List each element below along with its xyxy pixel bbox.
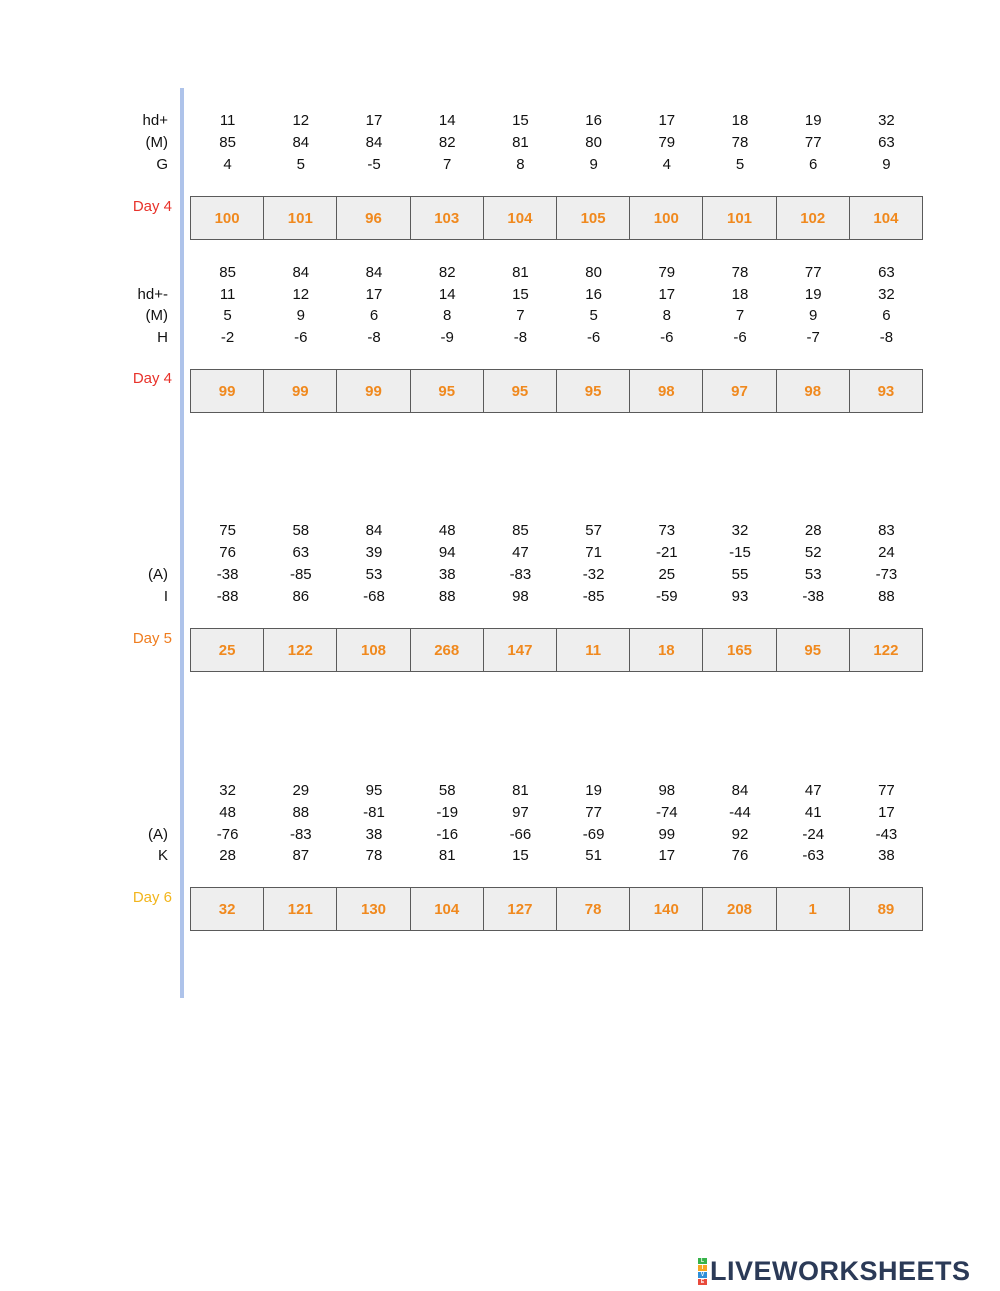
number-cell: 14 (438, 286, 456, 303)
number-cell: -21 (655, 544, 678, 561)
number-cell: 83 (878, 522, 895, 539)
number-cell: 99 (658, 826, 676, 843)
number-cell: 77 (804, 134, 822, 151)
number-cell: 63 (878, 134, 895, 151)
number-cell: 88 (438, 588, 456, 605)
number-cell: 28 (219, 847, 236, 864)
number-cell: 81 (512, 264, 529, 281)
answer-cell[interactable]: 121 (264, 888, 337, 930)
logo-block: E (698, 1279, 707, 1285)
number-cell: 47 (512, 544, 529, 561)
number-cell: -15 (729, 544, 751, 561)
answer-cell[interactable]: 95 (557, 370, 630, 412)
number-cell: -68 (363, 588, 385, 605)
number-cell: 84 (731, 782, 749, 799)
answer-cell[interactable]: 105 (557, 197, 630, 239)
row-label: (A) (148, 826, 168, 843)
number-cell: -9 (440, 329, 454, 346)
number-cell: 84 (365, 134, 383, 151)
number-cell: 76 (731, 847, 749, 864)
number-cell: 77 (804, 264, 822, 281)
number-cell: 79 (658, 134, 676, 151)
number-row (191, 262, 923, 284)
logo-text: LIVEWORKSHEETS (710, 1255, 971, 1286)
answer-cell[interactable]: 11 (557, 629, 630, 671)
number-cell: 82 (438, 134, 456, 151)
number-cell: 7 (735, 307, 745, 324)
number-cell: -85 (289, 566, 312, 583)
number-cell: 92 (731, 826, 749, 843)
answer-cell[interactable]: 97 (703, 370, 776, 412)
number-cell: -74 (655, 804, 678, 821)
number-cell: 6 (809, 156, 818, 173)
number-row (191, 780, 923, 802)
number-row (191, 802, 923, 824)
number-row (191, 132, 923, 154)
answer-cell[interactable]: 127 (484, 888, 557, 930)
number-cell: -81 (363, 804, 385, 821)
number-cell: 4 (223, 156, 232, 173)
answer-cell[interactable]: 89 (850, 888, 922, 930)
number-cell: 7 (443, 156, 452, 173)
number-cell: -8 (513, 329, 528, 346)
answer-cell[interactable]: 95 (411, 370, 484, 412)
number-row (191, 284, 923, 306)
number-row (191, 564, 923, 586)
number-cell: 85 (512, 522, 529, 539)
number-cell: 32 (878, 286, 895, 303)
number-cell: 17 (658, 847, 676, 864)
number-cell: 19 (804, 286, 822, 303)
number-cell: -83 (509, 566, 532, 583)
number-cell: 98 (512, 588, 529, 605)
number-cell: 86 (292, 588, 310, 605)
number-cell: 58 (438, 782, 456, 799)
number-cell: 17 (365, 112, 383, 129)
number-cell: 78 (731, 264, 749, 281)
number-cell: 19 (585, 782, 602, 799)
number-cell: -6 (733, 329, 747, 346)
day-label: Day 4 (132, 198, 172, 215)
answer-cell[interactable]: 122 (850, 629, 922, 671)
answer-cell[interactable]: 98 (630, 370, 703, 412)
row-label: (M) (145, 307, 168, 324)
number-cell: 41 (804, 804, 822, 821)
number-cell: -73 (875, 566, 898, 583)
answer-cell[interactable]: 104 (484, 197, 557, 239)
number-cell: 48 (219, 804, 236, 821)
margin-line (180, 88, 184, 998)
answer-cell[interactable]: 32 (191, 888, 264, 930)
answer-row (190, 887, 923, 931)
number-row (191, 824, 923, 846)
answer-cell[interactable]: 101 (264, 197, 337, 239)
number-row (191, 154, 923, 176)
number-cell: 47 (804, 782, 822, 799)
row-label: I (163, 588, 168, 605)
logo-block: L (698, 1258, 707, 1264)
answer-cell[interactable]: 100 (630, 197, 703, 239)
number-cell: -2 (220, 329, 235, 346)
number-cell: 12 (292, 286, 310, 303)
number-cell: 63 (292, 544, 310, 561)
number-cell: 71 (585, 544, 602, 561)
answer-cell[interactable]: 130 (337, 888, 410, 930)
number-cell: 75 (219, 522, 236, 539)
day-label: Day 4 (132, 370, 172, 387)
number-cell: 93 (731, 588, 749, 605)
number-cell: 79 (658, 264, 676, 281)
logo-blocks-icon (698, 1258, 707, 1285)
answer-cell[interactable]: 101 (703, 197, 776, 239)
number-cell: -88 (216, 588, 239, 605)
number-cell: 9 (296, 307, 305, 324)
number-cell: -7 (806, 329, 820, 346)
logo-block: I (698, 1265, 707, 1271)
day-label: Day 6 (132, 889, 172, 906)
number-cell: 18 (731, 112, 749, 129)
number-cell: 81 (438, 847, 456, 864)
number-cell: 88 (878, 588, 895, 605)
number-row (191, 305, 923, 327)
number-cell: 16 (585, 112, 602, 129)
number-cell: -38 (216, 566, 239, 583)
number-cell: -8 (879, 329, 894, 346)
number-cell: 84 (365, 264, 383, 281)
number-cell: 85 (219, 134, 236, 151)
number-cell: 5 (296, 156, 305, 173)
number-cell: 32 (878, 112, 895, 129)
number-cell: 7 (516, 307, 525, 324)
answer-cell[interactable]: 18 (630, 629, 703, 671)
number-cell: 98 (658, 782, 676, 799)
number-cell: 17 (365, 286, 383, 303)
number-row (191, 110, 923, 132)
number-cell: 32 (219, 782, 236, 799)
answer-row (190, 628, 923, 672)
answer-cell[interactable]: 99 (191, 370, 264, 412)
number-cell: 77 (585, 804, 602, 821)
day-label: Day 5 (132, 630, 172, 647)
number-cell: 15 (512, 286, 529, 303)
number-cell: 8 (516, 156, 525, 173)
number-row (191, 845, 923, 867)
number-cell: -24 (802, 826, 825, 843)
answer-cell[interactable]: 95 (484, 370, 557, 412)
row-label: H (157, 329, 168, 346)
answer-cell[interactable]: 165 (703, 629, 776, 671)
number-cell: 4 (662, 156, 671, 173)
number-cell: -44 (729, 804, 751, 821)
number-cell: 81 (512, 134, 529, 151)
answer-cell[interactable]: 100 (191, 197, 264, 239)
number-cell: -43 (875, 826, 898, 843)
number-cell: 52 (804, 544, 822, 561)
number-cell: -63 (802, 847, 825, 864)
number-cell: 39 (365, 544, 383, 561)
number-cell: 5 (223, 307, 232, 324)
number-row (191, 542, 923, 564)
number-cell: 51 (585, 847, 602, 864)
number-cell: -69 (582, 826, 605, 843)
number-row (191, 586, 923, 608)
number-cell: 8 (662, 307, 671, 324)
answer-cell[interactable]: 268 (411, 629, 484, 671)
number-cell: -19 (436, 804, 459, 821)
number-cell: -85 (582, 588, 605, 605)
answer-cell[interactable]: 208 (703, 888, 776, 930)
number-cell: 14 (438, 112, 456, 129)
logo-block: V (698, 1272, 707, 1278)
number-cell: -76 (216, 826, 239, 843)
number-cell: 57 (585, 522, 602, 539)
number-cell: 38 (365, 826, 383, 843)
number-cell: 38 (438, 566, 456, 583)
number-cell: 84 (292, 134, 310, 151)
number-cell: -8 (367, 329, 381, 346)
number-cell: 85 (219, 264, 236, 281)
answer-cell[interactable]: 1 (777, 888, 850, 930)
number-cell: 84 (365, 522, 383, 539)
answer-cell[interactable]: 99 (337, 370, 410, 412)
number-cell: 16 (585, 286, 602, 303)
number-cell: 97 (512, 804, 529, 821)
answer-cell[interactable]: 108 (337, 629, 410, 671)
number-cell: -38 (802, 588, 825, 605)
number-cell: -66 (509, 826, 532, 843)
answer-cell[interactable]: 78 (557, 888, 630, 930)
number-cell: 63 (878, 264, 895, 281)
liveworksheets-logo (698, 1256, 971, 1286)
number-cell: 76 (219, 544, 236, 561)
answer-cell[interactable]: 99 (264, 370, 337, 412)
row-label: K (157, 847, 168, 864)
number-cell: 28 (804, 522, 822, 539)
number-cell: 87 (292, 847, 310, 864)
answer-row (190, 369, 923, 413)
number-cell: 78 (365, 847, 383, 864)
answer-cell[interactable]: 104 (411, 888, 484, 930)
number-cell: 5 (735, 156, 745, 173)
answer-cell[interactable]: 95 (777, 629, 850, 671)
answer-cell[interactable]: 98 (777, 370, 850, 412)
row-label: (A) (148, 566, 168, 583)
answer-cell[interactable]: 122 (264, 629, 337, 671)
number-cell: 38 (878, 847, 895, 864)
number-cell: 82 (438, 264, 456, 281)
number-cell: 9 (882, 156, 891, 173)
answer-row (190, 196, 923, 240)
number-cell: 11 (219, 112, 236, 129)
number-cell: 78 (731, 134, 749, 151)
answer-cell[interactable]: 104 (850, 197, 922, 239)
number-cell: 73 (658, 522, 676, 539)
number-cell: 55 (731, 566, 749, 583)
number-cell: 32 (731, 522, 749, 539)
answer-cell[interactable]: 25 (191, 629, 264, 671)
row-label: G (156, 156, 168, 173)
answer-cell[interactable]: 147 (484, 629, 557, 671)
number-row (191, 520, 923, 542)
number-cell: -6 (586, 329, 601, 346)
number-cell: 95 (365, 782, 383, 799)
number-cell: 84 (292, 264, 310, 281)
answer-cell[interactable]: 102 (777, 197, 850, 239)
row-label: hd+ (142, 112, 168, 129)
number-cell: 6 (882, 307, 891, 324)
number-cell: 77 (878, 782, 895, 799)
answer-cell[interactable]: 93 (850, 370, 922, 412)
number-cell: 11 (219, 286, 236, 303)
number-cell: 9 (809, 307, 818, 324)
number-cell: -32 (582, 566, 605, 583)
number-cell: 94 (438, 544, 456, 561)
number-cell: -59 (655, 588, 678, 605)
number-cell: 81 (512, 782, 529, 799)
number-cell: 58 (292, 522, 310, 539)
number-cell: 15 (512, 847, 529, 864)
number-cell: 29 (292, 782, 310, 799)
number-cell: 48 (438, 522, 456, 539)
number-cell: 80 (585, 134, 602, 151)
number-cell: 18 (731, 286, 749, 303)
number-cell: 12 (292, 112, 310, 129)
number-cell: 9 (589, 156, 598, 173)
number-cell: 17 (658, 112, 676, 129)
number-cell: 5 (589, 307, 598, 324)
number-cell: 17 (658, 286, 676, 303)
number-cell: 15 (512, 112, 529, 129)
number-cell: 24 (878, 544, 895, 561)
number-cell: -6 (660, 329, 674, 346)
number-cell: 53 (804, 566, 822, 583)
row-label: (M) (145, 134, 168, 151)
number-cell: -83 (289, 826, 312, 843)
number-cell: 88 (292, 804, 310, 821)
row-label: hd+- (137, 286, 168, 303)
number-cell: -16 (436, 826, 459, 843)
number-cell: 25 (658, 566, 676, 583)
number-cell: 6 (369, 307, 379, 324)
number-cell: 53 (365, 566, 383, 583)
number-cell: -6 (294, 329, 308, 346)
number-cell: 8 (443, 307, 452, 324)
number-cell: 17 (878, 804, 895, 821)
number-cell: -5 (367, 156, 381, 173)
answer-cell[interactable]: 103 (411, 197, 484, 239)
answer-cell[interactable]: 140 (630, 888, 703, 930)
answer-cell[interactable]: 96 (337, 197, 410, 239)
number-cell: 80 (585, 264, 602, 281)
number-row (191, 327, 923, 349)
number-cell: 19 (804, 112, 822, 129)
